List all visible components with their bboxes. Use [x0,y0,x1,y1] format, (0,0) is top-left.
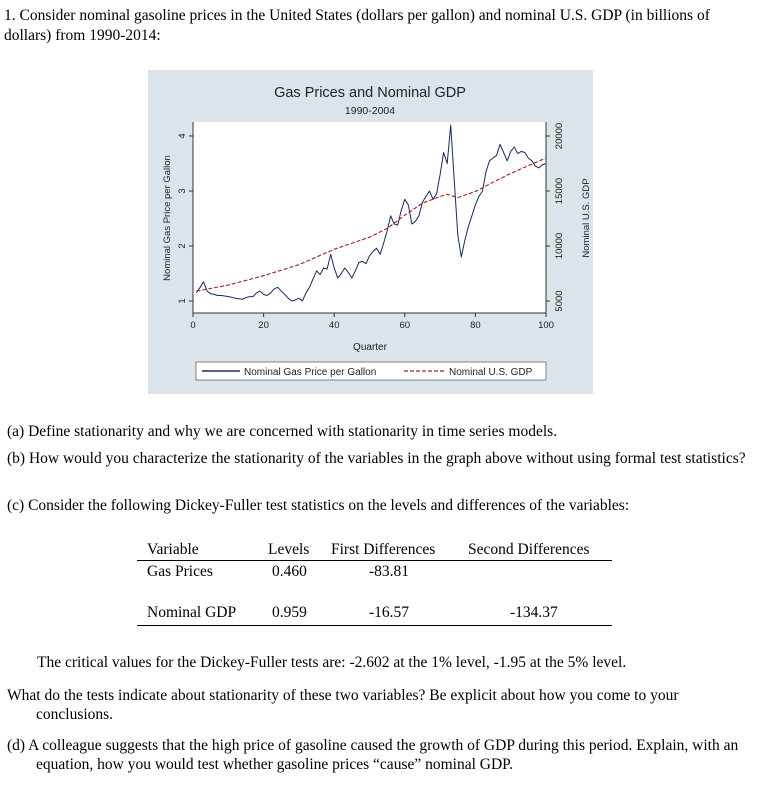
critical-values: The critical values for the Dickey-Fuller tests are: -2.602 at the 1% level, -1.95 at the 5% level. [37,654,627,671]
y-left-tick-label: 2 [177,243,188,249]
header-rule [137,560,612,561]
y-left-tick-label: 1 [177,298,188,304]
y-right-axis-label: Nominal U.S. GDP [581,178,592,258]
y-right-tick-label: 15000 [554,177,565,205]
row-gdp-variable: Nominal GDP [147,604,237,621]
part-b: (b) How would you characterize the stationarity of the variables in the graph above without using formal test statistics? [7,450,746,467]
row-gas-levels: 0.460 [272,563,307,580]
chart-title: Gas Prices and Nominal GDP [274,85,466,101]
y-right-tick-label: 5000 [554,290,565,312]
x-tick-label: 80 [470,320,481,331]
header-levels: Levels [268,541,310,558]
df-table [137,538,612,628]
chart-figure [148,70,593,394]
plot-area [193,122,546,313]
header-variable: Variable [147,541,199,558]
row-gas-first: -83.81 [369,563,410,580]
x-tick-label: 20 [258,320,269,331]
y-left-axis-label: Nominal Gas Price per Gallon [162,155,173,281]
question-intro: 1. Consider nominal gasoline prices in the United States (dollars per gallon) and nominal U.S. GDP (in billions of dollars) from 1990-2014: [4,7,710,44]
legend-gas-label: Nominal Gas Price per Gallon [244,367,377,378]
x-tick-label: 100 [538,320,554,331]
gas-gdp-chart [148,70,593,394]
part-c-question: What do the tests indicate about stationarity of these two variables? Be explicit about how you come to your conclusions. [7,687,679,723]
part-a: (a) Define stationarity and why we are concerned with stationarity in time series models. [7,423,558,440]
x-axis-label: Quarter [353,342,387,353]
legend-gdp-label: Nominal U.S. GDP [449,367,533,378]
chart-subtitle: 1990-2004 [344,105,396,117]
header-first-differences: First Differences [331,541,436,558]
part-d: (d) A colleague suggests that the high price of gasoline caused the growth of GDP during this period. Explain, with an equation, how you would test whether gasoline prices “cause” nominal GDP. [7,737,739,773]
y-left-tick-label: 4 [177,133,188,139]
x-tick-label: 40 [328,320,340,331]
y-left-tick-label: 3 [177,188,188,194]
row-gdp-second: -134.37 [510,604,558,621]
part-c: (c) Consider the following Dickey-Fuller test statistics on the levels and differences of the variables: [7,497,630,514]
row-gdp-first: -16.57 [369,604,410,621]
row-gdp-levels: 0.959 [272,604,307,621]
row-gas-variable: Gas Prices [147,563,213,580]
bottom-rule [137,625,612,626]
x-tick-label: 60 [399,320,411,331]
y-right-tick-label: 20000 [554,122,565,150]
header-second-differences: Second Differences [468,541,590,558]
y-right-tick-label: 10000 [554,232,565,260]
x-tick-label: 0 [190,320,196,331]
